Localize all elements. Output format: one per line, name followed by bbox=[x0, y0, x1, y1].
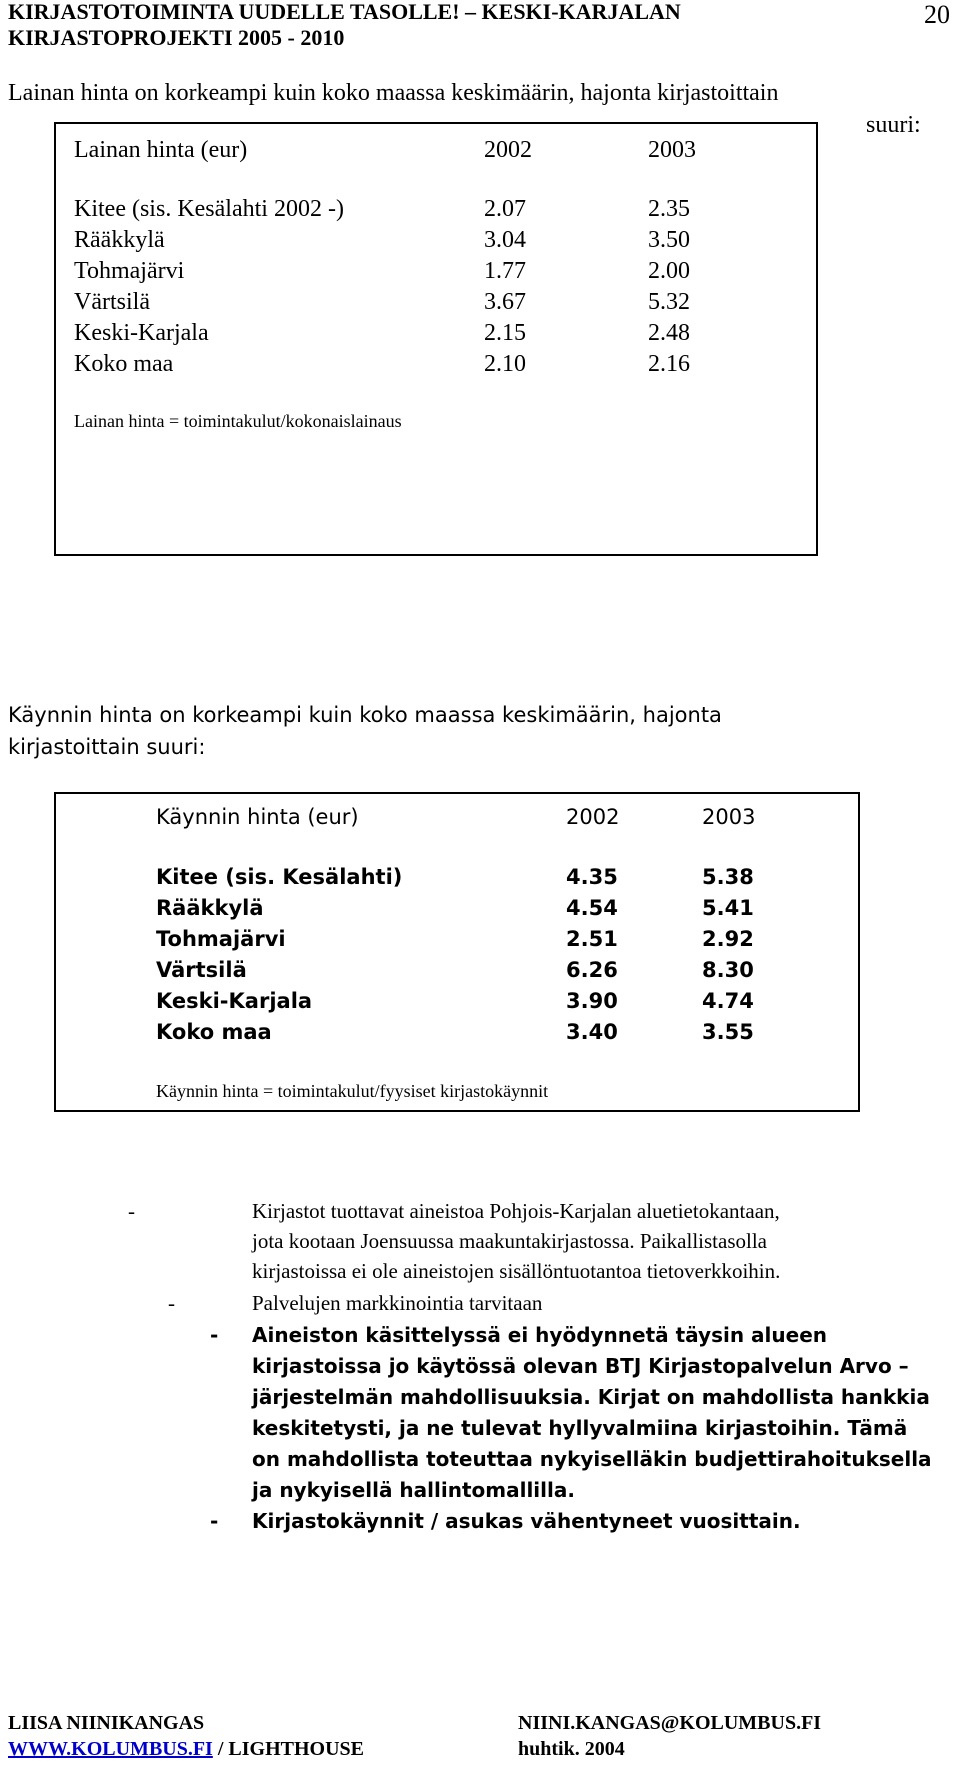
section2-heading-line2: kirjastoittain suuri: bbox=[8, 735, 206, 759]
row-name: Rääkkylä bbox=[156, 896, 264, 920]
row-2003: 5.41 bbox=[702, 896, 754, 920]
visit-price-table bbox=[54, 792, 860, 1112]
row-2002: 3.67 bbox=[484, 289, 526, 315]
footer-website-suffix: / LIGHTHOUSE bbox=[212, 1738, 364, 1760]
row-2003: 2.35 bbox=[648, 196, 690, 222]
footer-email: NIINI.KANGAS@KOLUMBUS.FI bbox=[518, 1712, 822, 1734]
row-2002: 4.54 bbox=[566, 896, 618, 920]
row-2003: 3.50 bbox=[648, 227, 690, 253]
loan-table-header-2003: 2003 bbox=[648, 137, 696, 163]
bullet-text-line: jota kootaan Joensuussa maakuntakirjastossa. Paikallistasolla bbox=[252, 1229, 767, 1253]
row-name: Kitee (sis. Kesälahti) bbox=[156, 865, 403, 889]
section2-heading-line1: Käynnin hinta on korkeampi kuin koko maassa keskimäärin, hajonta bbox=[8, 703, 722, 727]
row-name: Tohmajärvi bbox=[156, 927, 286, 951]
row-name: Koko maa bbox=[74, 351, 174, 377]
visit-table-header-2002: 2002 bbox=[566, 805, 620, 829]
bullet-text-line: Palvelujen markkinointia tarvitaan bbox=[252, 1291, 543, 1315]
bullet-text-line: järjestelmän mahdollisuuksia. Kirjat on mahdollista hankkia bbox=[252, 1385, 930, 1409]
row-2002: 3.40 bbox=[566, 1020, 618, 1044]
row-name: Värtsilä bbox=[156, 958, 247, 982]
row-2003: 4.74 bbox=[702, 989, 754, 1013]
footer-website-line bbox=[8, 1737, 364, 1762]
row-name: Tohmajärvi bbox=[74, 258, 185, 284]
row-2002: 2.51 bbox=[566, 927, 618, 951]
row-2002: 2.07 bbox=[484, 196, 526, 222]
header-title-line2: KIRJASTOPROJEKTI 2005 - 2010 bbox=[8, 25, 345, 50]
row-2003: 2.00 bbox=[648, 258, 690, 284]
row-2002: 3.04 bbox=[484, 227, 526, 253]
loan-price-table bbox=[54, 122, 818, 556]
visit-table-header-label: Käynnin hinta (eur) bbox=[156, 805, 359, 829]
row-name: Koko maa bbox=[156, 1020, 272, 1044]
row-name: Rääkkylä bbox=[74, 227, 165, 253]
header-title-line1: KIRJASTOTOIMINTA UUDELLE TASOLLE! – KESKI-KARJALAN bbox=[8, 0, 681, 24]
footer-website-link[interactable]: WWW.KOLUMBUS.FI bbox=[8, 1738, 213, 1760]
row-2003: 2.16 bbox=[648, 351, 690, 377]
footer-author: LIISA NIINIKANGAS bbox=[8, 1712, 205, 1734]
row-2003: 2.48 bbox=[648, 320, 690, 346]
bullet-text-line: kirjastoissa ei ole aineistojen sisällöntuotantoa tietoverkkoihin. bbox=[252, 1259, 781, 1283]
row-2002: 6.26 bbox=[566, 958, 618, 982]
row-2003: 8.30 bbox=[702, 958, 754, 982]
bullet-text-line: ja nykyisellä hallintomallilla. bbox=[252, 1478, 575, 1502]
bullet-dash: - bbox=[210, 1323, 219, 1347]
bullet-dash: - bbox=[128, 1199, 135, 1223]
bullet-text-line: Aineiston käsittelyssä ei hyödynnetä täysin alueen bbox=[252, 1323, 828, 1347]
bullet-text-line: Kirjastot tuottavat aineistoa Pohjois-Karjalan aluetietokantaan, bbox=[252, 1199, 780, 1223]
row-2003: 5.38 bbox=[702, 865, 754, 889]
row-2003: 2.92 bbox=[702, 927, 754, 951]
row-2003: 5.32 bbox=[648, 289, 690, 315]
section1-heading-line2: suuri: bbox=[866, 112, 921, 138]
row-name: Kitee (sis. Kesälahti 2002 -) bbox=[74, 196, 344, 222]
bullet-dash: - bbox=[210, 1509, 219, 1533]
row-name: Värtsilä bbox=[74, 289, 150, 315]
row-2002: 3.90 bbox=[566, 989, 618, 1013]
loan-table-header-2002: 2002 bbox=[484, 137, 532, 163]
row-name: Keski-Karjala bbox=[74, 320, 209, 346]
row-2003: 3.55 bbox=[702, 1020, 754, 1044]
bullet-text-line: kirjastoissa jo käytössä olevan BTJ Kirjastopalvelun Arvo – bbox=[252, 1354, 909, 1378]
row-2002: 4.35 bbox=[566, 865, 618, 889]
page-number: 20 bbox=[924, 0, 950, 29]
footer-date: huhtik. 2004 bbox=[518, 1738, 625, 1760]
row-2002: 2.10 bbox=[484, 351, 526, 377]
loan-table-note: Lainan hinta = toimintakulut/kokonaislainaus bbox=[74, 411, 402, 431]
bullet-text-line: keskitetysti, ja ne tulevat hyllyvalmiina kirjastoihin. Tämä bbox=[252, 1416, 908, 1440]
row-2002: 2.15 bbox=[484, 320, 526, 346]
bullet-text-line: Kirjastokäynnit / asukas vähentyneet vuosittain. bbox=[252, 1509, 801, 1533]
row-2002: 1.77 bbox=[484, 258, 526, 284]
section1-heading-line1: Lainan hinta on korkeampi kuin koko maassa keskimäärin, hajonta kirjastoittain bbox=[8, 80, 779, 106]
visit-table-note: Käynnin hinta = toimintakulut/fyysiset kirjastokäynnit bbox=[156, 1081, 549, 1101]
bullet-dash: - bbox=[168, 1291, 175, 1315]
bullet-text-line: on mahdollista toteuttaa nykyiselläkin budjettirahoituksella bbox=[252, 1447, 932, 1471]
row-name: Keski-Karjala bbox=[156, 989, 313, 1013]
loan-table-header-label: Lainan hinta (eur) bbox=[74, 137, 248, 163]
visit-table-header-2003: 2003 bbox=[702, 805, 756, 829]
